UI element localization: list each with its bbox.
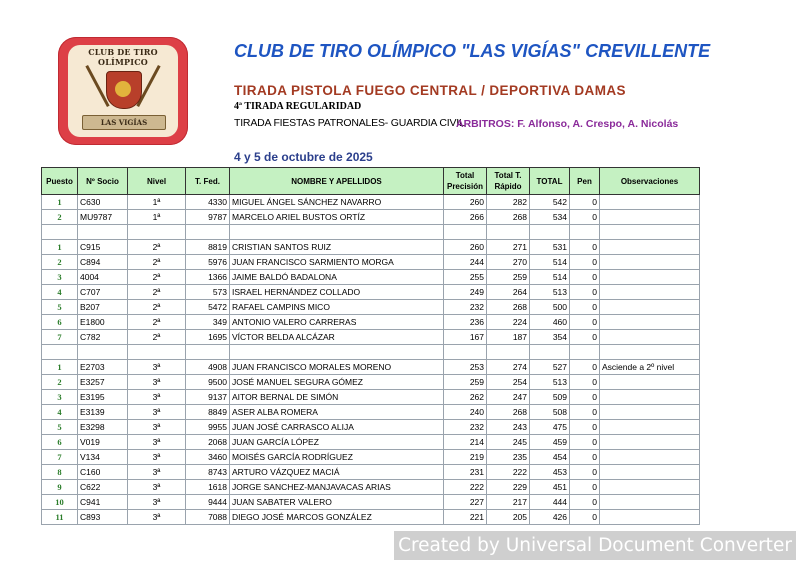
socio-cell: C160 (78, 465, 128, 480)
empty-cell (42, 225, 78, 240)
rapido-cell: 254 (487, 375, 530, 390)
puesto-cell: 6 (42, 315, 78, 330)
observaciones-cell (600, 270, 700, 285)
nivel-cell: 3ª (128, 390, 186, 405)
logo-ribbon-text: LAS VIGÍAS (82, 115, 166, 130)
precision-cell: 214 (444, 435, 487, 450)
observaciones-cell (600, 255, 700, 270)
socio-cell: C893 (78, 510, 128, 525)
fed-cell: 4908 (186, 360, 230, 375)
fed-cell: 1695 (186, 330, 230, 345)
nombre-cell: JOSÉ MANUEL SEGURA GÓMEZ (230, 375, 444, 390)
fed-cell: 573 (186, 285, 230, 300)
fed-cell: 8819 (186, 240, 230, 255)
fed-cell: 7088 (186, 510, 230, 525)
nivel-cell: 1ª (128, 195, 186, 210)
table-row (42, 420, 700, 435)
observaciones-cell (600, 510, 700, 525)
table-row (42, 360, 700, 375)
rapido-cell: 229 (487, 480, 530, 495)
puesto-cell: 2 (42, 210, 78, 225)
total-cell: 527 (530, 360, 570, 375)
socio-cell: E3139 (78, 405, 128, 420)
rapido-cell: 245 (487, 435, 530, 450)
precision-cell: 240 (444, 405, 487, 420)
nivel-cell: 1ª (128, 210, 186, 225)
results-body (42, 195, 700, 525)
table-row (42, 240, 700, 255)
empty-cell (600, 225, 700, 240)
puesto-cell: 6 (42, 435, 78, 450)
separator-row (42, 345, 700, 360)
fed-cell: 9137 (186, 390, 230, 405)
pen-cell: 0 (570, 510, 600, 525)
nivel-cell: 2ª (128, 270, 186, 285)
nivel-cell: 2ª (128, 330, 186, 345)
rapido-cell: 282 (487, 195, 530, 210)
puesto-cell: 4 (42, 405, 78, 420)
nombre-cell: ARTURO VÁZQUEZ MACIÁ (230, 465, 444, 480)
nivel-cell: 3ª (128, 480, 186, 495)
socio-cell: B207 (78, 300, 128, 315)
observaciones-cell: Asciende a 2º nivel (600, 360, 700, 375)
observaciones-cell (600, 195, 700, 210)
puesto-cell: 7 (42, 330, 78, 345)
observaciones-cell (600, 210, 700, 225)
total-cell: 534 (530, 210, 570, 225)
socio-cell: 4004 (78, 270, 128, 285)
rapido-cell: 274 (487, 360, 530, 375)
pen-cell: 0 (570, 480, 600, 495)
table-row (42, 195, 700, 210)
puesto-cell: 3 (42, 390, 78, 405)
empty-cell (230, 345, 444, 360)
fed-cell: 8849 (186, 405, 230, 420)
event-subtitle: TIRADA FIESTAS PATRONALES- GUARDIA CIVIL (234, 117, 465, 129)
header-nivel: Nivel (128, 168, 186, 195)
observaciones-cell (600, 300, 700, 315)
nivel-cell: 3ª (128, 360, 186, 375)
fed-cell: 5976 (186, 255, 230, 270)
nombre-cell: DIEGO JOSÉ MARCOS GONZÁLEZ (230, 510, 444, 525)
precision-cell: 232 (444, 300, 487, 315)
observaciones-cell (600, 420, 700, 435)
observaciones-cell (600, 480, 700, 495)
precision-cell: 221 (444, 510, 487, 525)
empty-cell (186, 345, 230, 360)
nombre-cell: JUAN SABATER VALERO (230, 495, 444, 510)
empty-cell (128, 345, 186, 360)
club-logo (58, 37, 188, 145)
puesto-cell: 2 (42, 375, 78, 390)
observaciones-cell (600, 330, 700, 345)
precision-cell: 255 (444, 270, 487, 285)
socio-cell: MU9787 (78, 210, 128, 225)
nombre-cell: JUAN GARCÍA LÓPEZ (230, 435, 444, 450)
rapido-cell: 247 (487, 390, 530, 405)
nivel-cell: 3ª (128, 405, 186, 420)
observaciones-cell (600, 390, 700, 405)
club-crest-icon (68, 45, 178, 137)
rapido-cell: 271 (487, 240, 530, 255)
rapido-cell: 268 (487, 300, 530, 315)
rapido-cell: 224 (487, 315, 530, 330)
nivel-cell: 3ª (128, 495, 186, 510)
pen-cell: 0 (570, 450, 600, 465)
table-row (42, 210, 700, 225)
nombre-cell: JORGE SANCHEZ-MANJAVACAS ARIAS (230, 480, 444, 495)
nivel-cell: 2ª (128, 240, 186, 255)
precision-cell: 262 (444, 390, 487, 405)
nivel-cell: 3ª (128, 510, 186, 525)
nombre-cell: JUAN FRANCISCO MORALES MORENO (230, 360, 444, 375)
competition-title: TIRADA PISTOLA FUEGO CENTRAL / DEPORTIVA DAMAS (234, 83, 626, 98)
header-rapido-line1: Total T. (494, 171, 522, 180)
nombre-cell: AITOR BERNAL DE SIMÓN (230, 390, 444, 405)
total-cell: 459 (530, 435, 570, 450)
observaciones-cell (600, 435, 700, 450)
empty-cell (530, 225, 570, 240)
fed-cell: 2068 (186, 435, 230, 450)
shield-icon (106, 71, 142, 109)
table-row (42, 390, 700, 405)
empty-cell (530, 345, 570, 360)
socio-cell: E1800 (78, 315, 128, 330)
socio-cell: C630 (78, 195, 128, 210)
table-row (42, 450, 700, 465)
empty-cell (78, 225, 128, 240)
puesto-cell: 2 (42, 255, 78, 270)
empty-cell (444, 225, 487, 240)
rapido-cell: 205 (487, 510, 530, 525)
nombre-cell: MARCELO ARIEL BUSTOS ORTÍZ (230, 210, 444, 225)
table-row (42, 375, 700, 390)
header-precision-line2: Precisión (446, 182, 483, 191)
pen-cell: 0 (570, 495, 600, 510)
nombre-cell: RAFAEL CAMPINS MICO (230, 300, 444, 315)
nivel-cell: 3ª (128, 420, 186, 435)
precision-cell: 231 (444, 465, 487, 480)
fed-cell: 1618 (186, 480, 230, 495)
socio-cell: E3195 (78, 390, 128, 405)
socio-cell: V019 (78, 435, 128, 450)
puesto-cell: 10 (42, 495, 78, 510)
rapido-cell: 222 (487, 465, 530, 480)
separator-row (42, 225, 700, 240)
table-row (42, 465, 700, 480)
nombre-cell: ASER ALBA ROMERA (230, 405, 444, 420)
puesto-cell: 5 (42, 300, 78, 315)
nombre-cell: JAIME BALDÓ BADALONA (230, 270, 444, 285)
rapido-cell: 264 (487, 285, 530, 300)
event-date: 4 y 5 de octubre de 2025 (234, 150, 373, 164)
precision-cell: 266 (444, 210, 487, 225)
precision-cell: 236 (444, 315, 487, 330)
nombre-cell: CRISTIAN SANTOS RUIZ (230, 240, 444, 255)
empty-cell (186, 225, 230, 240)
pen-cell: 0 (570, 360, 600, 375)
total-cell: 500 (530, 300, 570, 315)
header-rapido-line2: Rápido (494, 182, 522, 191)
header-total: TOTAL (530, 168, 570, 195)
nivel-cell: 2ª (128, 285, 186, 300)
nivel-cell: 3ª (128, 465, 186, 480)
header-fed: T. Fed. (186, 168, 230, 195)
puesto-cell: 1 (42, 195, 78, 210)
fed-cell: 5472 (186, 300, 230, 315)
empty-cell (487, 345, 530, 360)
nivel-cell: 2ª (128, 315, 186, 330)
total-cell: 513 (530, 285, 570, 300)
nombre-cell: JUAN JOSÉ CARRASCO ALIJA (230, 420, 444, 435)
puesto-cell: 8 (42, 465, 78, 480)
fed-cell: 1366 (186, 270, 230, 285)
pen-cell: 0 (570, 255, 600, 270)
total-cell: 460 (530, 315, 570, 330)
nivel-cell: 2ª (128, 255, 186, 270)
pen-cell: 0 (570, 420, 600, 435)
fed-cell: 9500 (186, 375, 230, 390)
table-row (42, 315, 700, 330)
table-row (42, 300, 700, 315)
observaciones-cell (600, 315, 700, 330)
empty-cell (444, 345, 487, 360)
socio-cell: C941 (78, 495, 128, 510)
total-cell: 514 (530, 255, 570, 270)
rapido-cell: 268 (487, 405, 530, 420)
puesto-cell: 1 (42, 240, 78, 255)
header-socio: Nº Socio (78, 168, 128, 195)
nombre-cell: VÍCTOR BELDA ALCÁZAR (230, 330, 444, 345)
table-row (42, 270, 700, 285)
observaciones-cell (600, 465, 700, 480)
socio-cell: V134 (78, 450, 128, 465)
precision-cell: 253 (444, 360, 487, 375)
pen-cell: 0 (570, 210, 600, 225)
pen-cell: 0 (570, 270, 600, 285)
table-row (42, 255, 700, 270)
precision-cell: 244 (444, 255, 487, 270)
header-pen: Pen (570, 168, 600, 195)
nombre-cell: ANTONIO VALERO CARRERAS (230, 315, 444, 330)
empty-cell (128, 225, 186, 240)
pen-cell: 0 (570, 390, 600, 405)
logo-top-text: CLUB DE TIRO OLÍMPICO (88, 47, 158, 67)
pen-cell: 0 (570, 465, 600, 480)
table-header-row (42, 168, 700, 195)
pen-cell: 0 (570, 240, 600, 255)
empty-cell (487, 225, 530, 240)
pen-cell: 0 (570, 405, 600, 420)
nivel-cell: 3ª (128, 375, 186, 390)
empty-cell (42, 345, 78, 360)
empty-cell (600, 345, 700, 360)
puesto-cell: 7 (42, 450, 78, 465)
total-cell: 475 (530, 420, 570, 435)
table-row (42, 435, 700, 450)
rapido-cell: 270 (487, 255, 530, 270)
header-rapido (487, 168, 530, 195)
precision-cell: 232 (444, 420, 487, 435)
precision-cell: 222 (444, 480, 487, 495)
rapido-cell: 187 (487, 330, 530, 345)
empty-cell (78, 345, 128, 360)
fed-cell: 9787 (186, 210, 230, 225)
nombre-cell: ISRAEL HERNÁNDEZ COLLADO (230, 285, 444, 300)
rapido-cell: 217 (487, 495, 530, 510)
precision-cell: 167 (444, 330, 487, 345)
total-cell: 354 (530, 330, 570, 345)
nivel-cell: 3ª (128, 435, 186, 450)
observaciones-cell (600, 405, 700, 420)
rapido-cell: 243 (487, 420, 530, 435)
puesto-cell: 4 (42, 285, 78, 300)
observaciones-cell (600, 375, 700, 390)
table-row (42, 330, 700, 345)
precision-cell: 260 (444, 195, 487, 210)
total-cell: 454 (530, 450, 570, 465)
socio-cell: C782 (78, 330, 128, 345)
total-cell: 542 (530, 195, 570, 210)
total-cell: 509 (530, 390, 570, 405)
precision-cell: 259 (444, 375, 487, 390)
total-cell: 444 (530, 495, 570, 510)
socio-cell: C707 (78, 285, 128, 300)
table-row (42, 495, 700, 510)
total-cell: 508 (530, 405, 570, 420)
puesto-cell: 1 (42, 360, 78, 375)
rapido-cell: 259 (487, 270, 530, 285)
total-cell: 451 (530, 480, 570, 495)
puesto-cell: 3 (42, 270, 78, 285)
pen-cell: 0 (570, 330, 600, 345)
nombre-cell: MOISÉS GARCÍA RODRÍGUEZ (230, 450, 444, 465)
rapido-cell: 268 (487, 210, 530, 225)
tirada-subtitle: 4ª TIRADA REGULARIDAD (234, 101, 362, 112)
puesto-cell: 5 (42, 420, 78, 435)
watermark: Created by Universal Document Converter (394, 531, 796, 560)
table-row (42, 285, 700, 300)
socio-cell: C915 (78, 240, 128, 255)
precision-cell: 227 (444, 495, 487, 510)
fed-cell: 4330 (186, 195, 230, 210)
socio-cell: C894 (78, 255, 128, 270)
puesto-cell: 11 (42, 510, 78, 525)
observaciones-cell (600, 495, 700, 510)
table-row (42, 480, 700, 495)
socio-cell: E3298 (78, 420, 128, 435)
club-title: CLUB DE TIRO OLÍMPICO "LAS VIGÍAS" CREVILLENTE (234, 41, 711, 61)
total-cell: 426 (530, 510, 570, 525)
nombre-cell: JUAN FRANCISCO SARMIENTO MORGA (230, 255, 444, 270)
nivel-cell: 2ª (128, 300, 186, 315)
socio-cell: E2703 (78, 360, 128, 375)
header-nombre: NOMBRE Y APELLIDOS (230, 168, 444, 195)
pen-cell: 0 (570, 300, 600, 315)
socio-cell: E3257 (78, 375, 128, 390)
header-precision (444, 168, 487, 195)
empty-cell (570, 345, 600, 360)
empty-cell (570, 225, 600, 240)
fed-cell: 9444 (186, 495, 230, 510)
fed-cell: 349 (186, 315, 230, 330)
pen-cell: 0 (570, 195, 600, 210)
socio-cell: C622 (78, 480, 128, 495)
fed-cell: 8743 (186, 465, 230, 480)
pen-cell: 0 (570, 315, 600, 330)
rapido-cell: 235 (487, 450, 530, 465)
results-table (41, 167, 700, 525)
fed-cell: 3460 (186, 450, 230, 465)
pen-cell: 0 (570, 375, 600, 390)
pen-cell: 0 (570, 435, 600, 450)
observaciones-cell (600, 240, 700, 255)
empty-cell (230, 225, 444, 240)
nivel-cell: 3ª (128, 450, 186, 465)
puesto-cell: 9 (42, 480, 78, 495)
precision-cell: 219 (444, 450, 487, 465)
observaciones-cell (600, 285, 700, 300)
header-precision-line1: Total (455, 171, 475, 180)
precision-cell: 249 (444, 285, 487, 300)
table-row (42, 510, 700, 525)
arbitros-text: ARBITROS: F. Alfonso, A. Crespo, A. Nicolás (456, 118, 679, 130)
precision-cell: 260 (444, 240, 487, 255)
header-puesto: Puesto (42, 168, 78, 195)
total-cell: 531 (530, 240, 570, 255)
fed-cell: 9955 (186, 420, 230, 435)
total-cell: 453 (530, 465, 570, 480)
table-row (42, 405, 700, 420)
total-cell: 513 (530, 375, 570, 390)
pen-cell: 0 (570, 285, 600, 300)
nombre-cell: MIGUEL ÁNGEL SÁNCHEZ NAVARRO (230, 195, 444, 210)
total-cell: 514 (530, 270, 570, 285)
header-observaciones: Observaciones (600, 168, 700, 195)
observaciones-cell (600, 450, 700, 465)
